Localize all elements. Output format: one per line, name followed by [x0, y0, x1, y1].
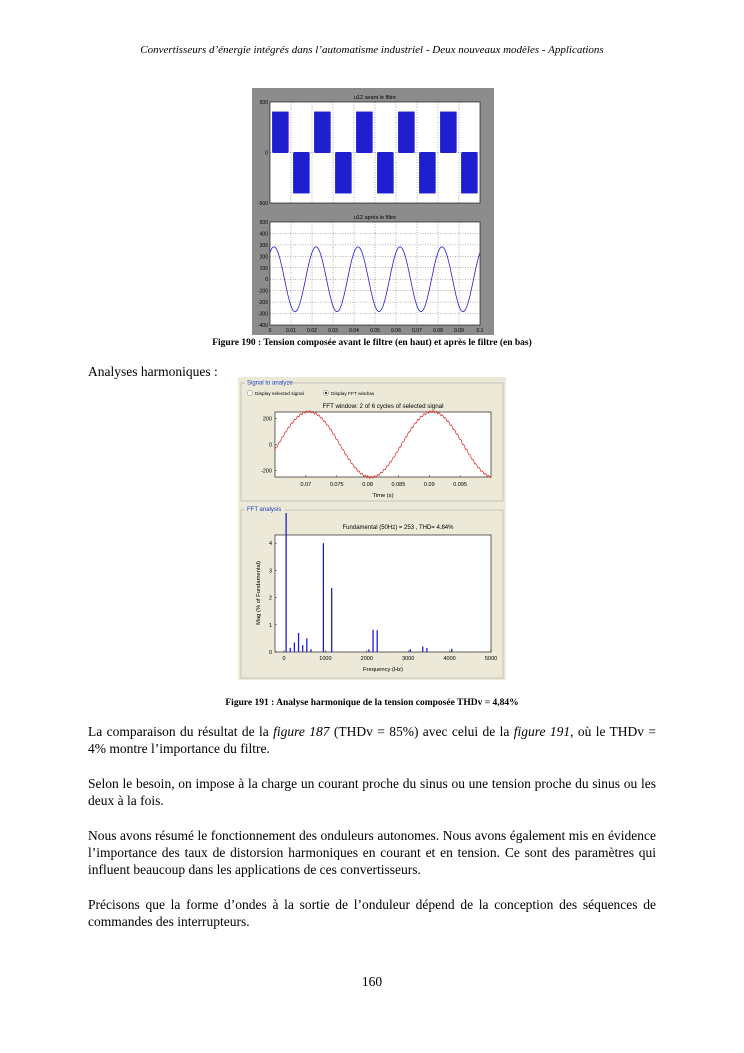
- signal-xtick-label: 0.08: [362, 482, 373, 488]
- bottom-ytick-label: 400: [259, 231, 268, 238]
- fft-bar: [426, 648, 427, 652]
- bottom-plot-title: u12 après le filtre: [353, 215, 397, 221]
- signal-xtick-label: 0.095: [453, 482, 468, 488]
- signal-ytick-label: 200: [262, 416, 272, 423]
- bottom-xtick-label: 0.01: [286, 328, 296, 334]
- fft-xtick-label: 1000: [319, 656, 332, 662]
- top-ytick-label: -500: [257, 201, 268, 207]
- fft-bar: [372, 630, 373, 652]
- bottom-ytick-label: 100: [259, 265, 268, 272]
- top-ytick-label: 0: [265, 150, 268, 157]
- radio-fft-window-label: Display FFT window: [331, 392, 375, 397]
- fft-ytick-label: 2: [268, 595, 272, 602]
- fft-bar: [422, 647, 423, 652]
- top-wave-pulse-block: [273, 112, 289, 152]
- bottom-ytick-label: -300: [257, 311, 268, 318]
- paragraph-comparison: La comparaison du résultat de la figure 187 (THDv = 85%) avec celui de la figure 191, où le THDv = 4% montre l’importance du filtre.: [88, 724, 657, 756]
- fft-xtick-label: 4000: [443, 656, 456, 662]
- bottom-xtick-label: 0.06: [391, 328, 401, 334]
- section-title: Analyses harmoniques :: [88, 364, 218, 379]
- signal-xtick-label: 0.07: [300, 482, 312, 488]
- bottom-xtick-label: 0.04: [349, 328, 359, 334]
- fft-xtick-label: 5000: [484, 656, 498, 662]
- bottom-ytick-label: 200: [259, 254, 268, 261]
- running-header: Convertisseurs d’énergie intégrés dans l’automatisme industriel - Deux nouveaux modèles - Applications: [140, 44, 604, 56]
- radio-selected-signal-label: Display selected signal: [255, 392, 304, 397]
- top-wave-pulse-block: [357, 112, 373, 152]
- top-wave-pulse-block: [420, 153, 436, 193]
- bottom-xtick-label: 0.08: [433, 328, 443, 334]
- top-wave-pulse-block: [294, 153, 310, 193]
- figure-191: [238, 377, 506, 680]
- bottom-ytick-label: -100: [257, 288, 268, 295]
- top-wave-pulse-block: [441, 112, 457, 152]
- signal-axes: [275, 412, 491, 477]
- page-number: 160: [361, 974, 383, 989]
- bottom-xtick-label: 0.09: [454, 328, 464, 334]
- paragraph-resume: Nous avons résumé le fonctionnement des onduleurs autonomes. Nous avons également mis en évidence l’importance des taux de distorsion harmoniques en courant et en tension. Ce sont des paramètres qui influent beaucoup dans les applications de ces convertisseurs.: [88, 828, 656, 877]
- paragraph-besoin: Selon le besoin, on impose à la charge un courant proche du sinus ou une tension proche du sinus ou les deux à la fois.: [88, 776, 656, 808]
- fft-bar: [377, 630, 378, 652]
- bottom-xtick-label: 0: [268, 328, 272, 334]
- fft-bar: [298, 633, 299, 652]
- fft-panel-label: FFT analysis: [247, 507, 282, 513]
- bottom-ytick-label: 300: [259, 242, 268, 249]
- fft-bar: [323, 543, 324, 652]
- fft-xtick-label: 2000: [360, 656, 373, 662]
- fft-bar: [451, 649, 452, 652]
- figure-191-caption: Figure 191 : Analyse harmonique de la tension composée THDv = 4,84%: [225, 698, 519, 708]
- radio-selected-signal[interactable]: [247, 390, 252, 395]
- fft-xtick-label: 0: [282, 656, 286, 662]
- signal-panel-label: Signal to analyze: [247, 380, 293, 387]
- fft-ytick-label: 3: [268, 568, 272, 575]
- bottom-xtick-label: 0.07: [412, 328, 422, 334]
- signal-xtick-label: 0.075: [329, 482, 344, 488]
- top-wave-pulse-block: [378, 153, 394, 193]
- top-plot-title: u12 avant le filtre: [354, 95, 396, 101]
- fft-ytick-label: 4: [268, 541, 272, 548]
- top-wave-pulse-block: [336, 153, 352, 193]
- bottom-xtick-label: 0.02: [307, 328, 317, 334]
- fft-ytick-label: 0: [268, 650, 272, 656]
- paragraph-precisons: Précisons que la forme d’ondes à la sortie de l’onduleur dépend de la conception des séquences de commandes des interrupteurs.: [88, 897, 656, 929]
- top-wave-pulse-block: [399, 112, 415, 152]
- bottom-xtick-label: 0.1: [476, 328, 484, 334]
- fft-xtick-label: 3000: [402, 656, 415, 662]
- fft-ytick-label: 1: [268, 622, 272, 629]
- fft-bar: [306, 638, 307, 652]
- bottom-xtick-label: 0.05: [370, 328, 380, 334]
- signal-xtick-label: 0.085: [391, 482, 406, 488]
- fft-bar: [368, 649, 369, 652]
- top-wave-pulse-block: [462, 153, 478, 193]
- bottom-ytick-label: 500: [259, 220, 268, 226]
- fft-xlabel: Frequency (Hz): [363, 667, 403, 673]
- signal-xtick-label: 0.09: [423, 482, 435, 488]
- signal-ytick-label: -200: [260, 468, 272, 475]
- fft-bar: [310, 649, 311, 652]
- fft-bar: [331, 588, 332, 652]
- fft-bar: [410, 649, 411, 652]
- fft-bar: [302, 645, 303, 652]
- top-wave-pulse-block: [315, 112, 331, 152]
- fft-window-title: FFT window: 2 of 6 cycles of selected signal: [322, 403, 444, 410]
- signal-xlabel: Time (s): [372, 493, 394, 499]
- fft-ylabel: Mag (% of Fundamental): [256, 561, 262, 625]
- fft-bar: [294, 642, 295, 652]
- fft-bar: [290, 648, 291, 652]
- fft-title: Fundamental (50Hz) = 253 , THD= 4.84%: [342, 525, 454, 531]
- bottom-ytick-label: 0: [265, 277, 268, 284]
- figure-190: [252, 88, 494, 335]
- fft-bar: [285, 513, 286, 652]
- figure-190-caption: Figure 190 : Tension composée avant le filtre (en haut) et après le filtre (en bas): [212, 338, 532, 348]
- top-ytick-label: 500: [259, 100, 268, 106]
- bottom-ytick-label: -400: [257, 323, 268, 329]
- bottom-ytick-label: -200: [257, 300, 268, 307]
- bottom-xtick-label: 0.03: [328, 328, 338, 334]
- fft-axes: [275, 535, 491, 652]
- signal-ytick-label: 0: [268, 442, 272, 449]
